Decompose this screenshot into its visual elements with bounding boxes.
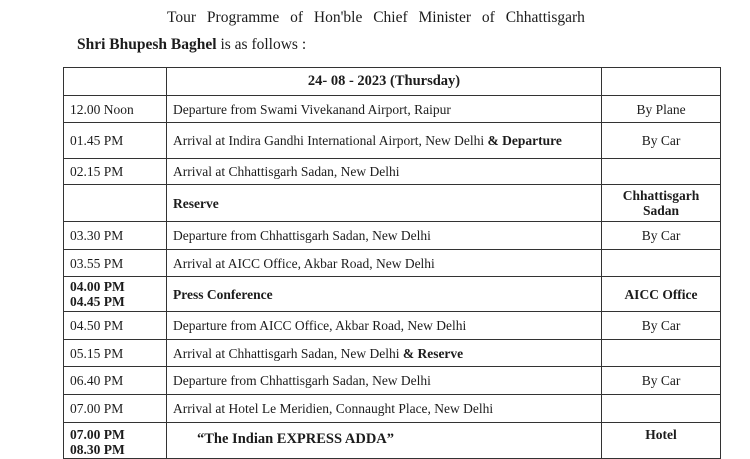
mode-cell: AICC Office	[602, 277, 721, 312]
table-row	[64, 159, 721, 185]
description-cell: Reserve	[167, 185, 602, 222]
description-cell: Arrival at AICC Office, Akbar Road, New Delhi	[167, 250, 602, 277]
mode-cell: Hotel	[602, 423, 721, 459]
time-cell: 01.45 PM	[64, 123, 167, 159]
time-cell: 07.00 PM	[64, 395, 167, 423]
mode-cell: By Car	[602, 312, 721, 340]
table-row	[64, 395, 721, 423]
description-cell	[167, 123, 602, 159]
intro-line-2-rest: is as follows :	[216, 36, 307, 53]
table-row	[64, 222, 721, 250]
table-row	[64, 340, 721, 367]
table-row	[64, 250, 721, 277]
cm-name: Shri Bhupesh Baghel	[77, 36, 217, 53]
start-time: 04.00 PM	[70, 279, 125, 294]
description-cell: Press Conference	[167, 277, 602, 312]
tour-programme-table	[63, 67, 721, 459]
table-row	[64, 423, 721, 459]
description-cell: Departure from AICC Office, Akbar Road, New Delhi	[167, 312, 602, 340]
description-cell: “The Indian EXPRESS ADDA”	[167, 423, 602, 459]
description-cell: Arrival at Chhattisgarh Sadan, New Delhi	[167, 159, 602, 185]
mode-cell: By Car	[602, 367, 721, 395]
intro-line-2	[77, 36, 750, 54]
mode-cell	[602, 159, 721, 185]
table-row	[64, 185, 721, 222]
header-blank-cell	[602, 68, 721, 96]
mode-cell: Chhattisgarh Sadan	[602, 185, 721, 222]
mode-cell: By Plane	[602, 96, 721, 123]
intro-line-1: Tour Programme of Hon'ble Chief Minister of Chhattisgarh	[167, 9, 585, 26]
description-cell	[167, 340, 602, 367]
mode-cell: By Car	[602, 222, 721, 250]
mode-cell	[602, 340, 721, 367]
time-cell: 12.00 Noon	[64, 96, 167, 123]
description-cell: Departure from Chhattisgarh Sadan, New Delhi	[167, 222, 602, 250]
start-time: 07.00 PM	[70, 427, 125, 442]
time-cell: 03.55 PM	[64, 250, 167, 277]
mode-cell: By Car	[602, 123, 721, 159]
time-cell	[64, 185, 167, 222]
table-row	[64, 312, 721, 340]
description-text: Arrival at Indira Gandhi International Airport, New Delhi	[173, 133, 488, 148]
table-row	[64, 277, 721, 312]
time-cell	[64, 277, 167, 312]
time-cell: 02.15 PM	[64, 159, 167, 185]
description-bold-text: & Reserve	[402, 345, 464, 361]
time-cell: 03.30 PM	[64, 222, 167, 250]
description-cell: Arrival at Hotel Le Meridien, Connaught Place, New Delhi	[167, 395, 602, 423]
table-row	[64, 367, 721, 395]
time-cell	[64, 423, 167, 459]
time-cell: 06.40 PM	[64, 367, 167, 395]
end-time: 04.45 PM	[70, 294, 125, 309]
description-bold-text: & Departure	[487, 133, 562, 148]
date-header-row	[64, 68, 721, 96]
table-row	[64, 96, 721, 123]
description-cell: Departure from Chhattisgarh Sadan, New Delhi	[167, 367, 602, 395]
mode-cell	[602, 395, 721, 423]
time-cell: 04.50 PM	[64, 312, 167, 340]
header-blank-cell	[64, 68, 167, 96]
description-text: Arrival at Chhattisgarh Sadan, New Delhi	[173, 345, 403, 361]
mode-cell	[602, 250, 721, 277]
description-cell: Departure from Swami Vivekanand Airport, Raipur	[167, 96, 602, 123]
table-row	[64, 123, 721, 159]
date-header: 24- 08 - 2023 (Thursday)	[167, 68, 602, 96]
time-cell: 05.15 PM	[64, 340, 167, 367]
end-time: 08.30 PM	[70, 442, 125, 457]
